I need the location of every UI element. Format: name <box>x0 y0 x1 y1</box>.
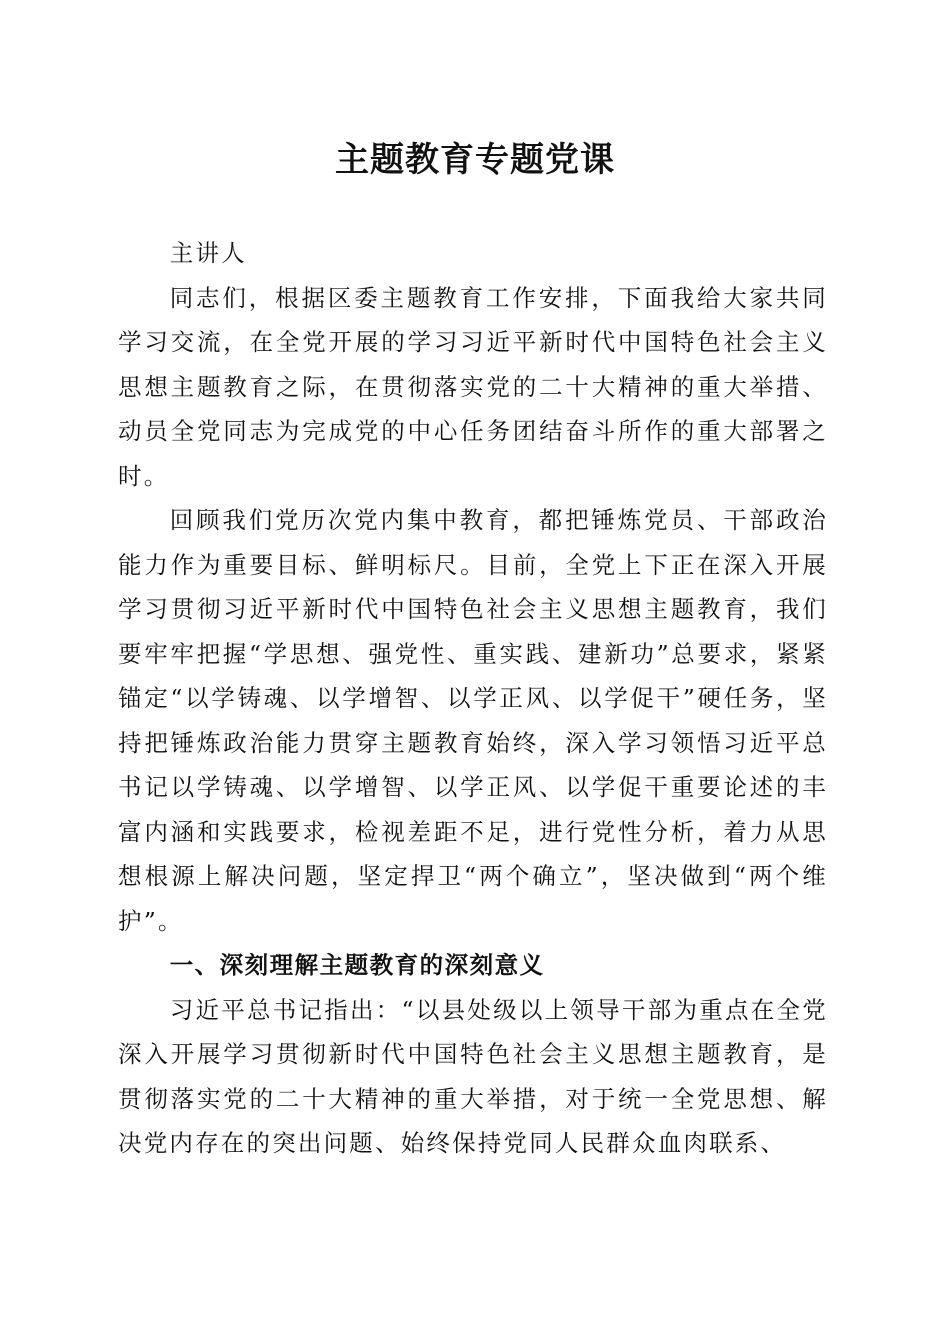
document-title: 主题教育专题党课 <box>335 140 615 180</box>
document-body <box>118 231 828 1166</box>
section-paragraph: 习近平总书记指出：“以县处级以上领导干部为重点在全党深入开展学习贯彻新时代中国特色社会主义思想主题教育，是贯彻落实党的二十大精神的重大举措，对于统一全党思想、解决党内存在的突出问题、始终保持党同人民群众血肉联系、 <box>118 995 828 1157</box>
body-paragraph-2: 回顾我们党历次党内集中教育，都把锤炼党员、干部政治能力作为重要目标、鲜明标尺。目前，全党上下正在深入开展学习贯彻习近平新时代中国特色社会主义思想主题教育，我们要牢牢把握“学思想、强党性、重实践、建新功”总要求，紧紧锚定“以学铸魂、以学增智、以学正风、以学促干”硬任务，坚持把锤炼政治能力贯穿主题教育始终，深入学习领悟习近平总书记以学铸魂、以学增智、以学正风、以学促干重要论述的丰富内涵和实践要求，检视差距不足，进行党性分析，着力从思想根源上解决问题，坚定捍卫“两个确立”，坚决做到“两个维护”。 <box>118 506 828 935</box>
section-heading: 一、深刻理解主题教育的深刻意义 <box>169 951 545 979</box>
body-paragraph-1: 同志们，根据区委主题教育工作安排，下面我给大家共同学习交流，在全党开展的学习习近平新时代中国特色社会主义思想主题教育之际，在贯彻落实党的二十大精神的重大举措、动员全党同志为完成党的中心任务团结奋斗所作的重大部署之时。 <box>118 283 828 490</box>
speaker-line: 主讲人 <box>169 239 247 267</box>
